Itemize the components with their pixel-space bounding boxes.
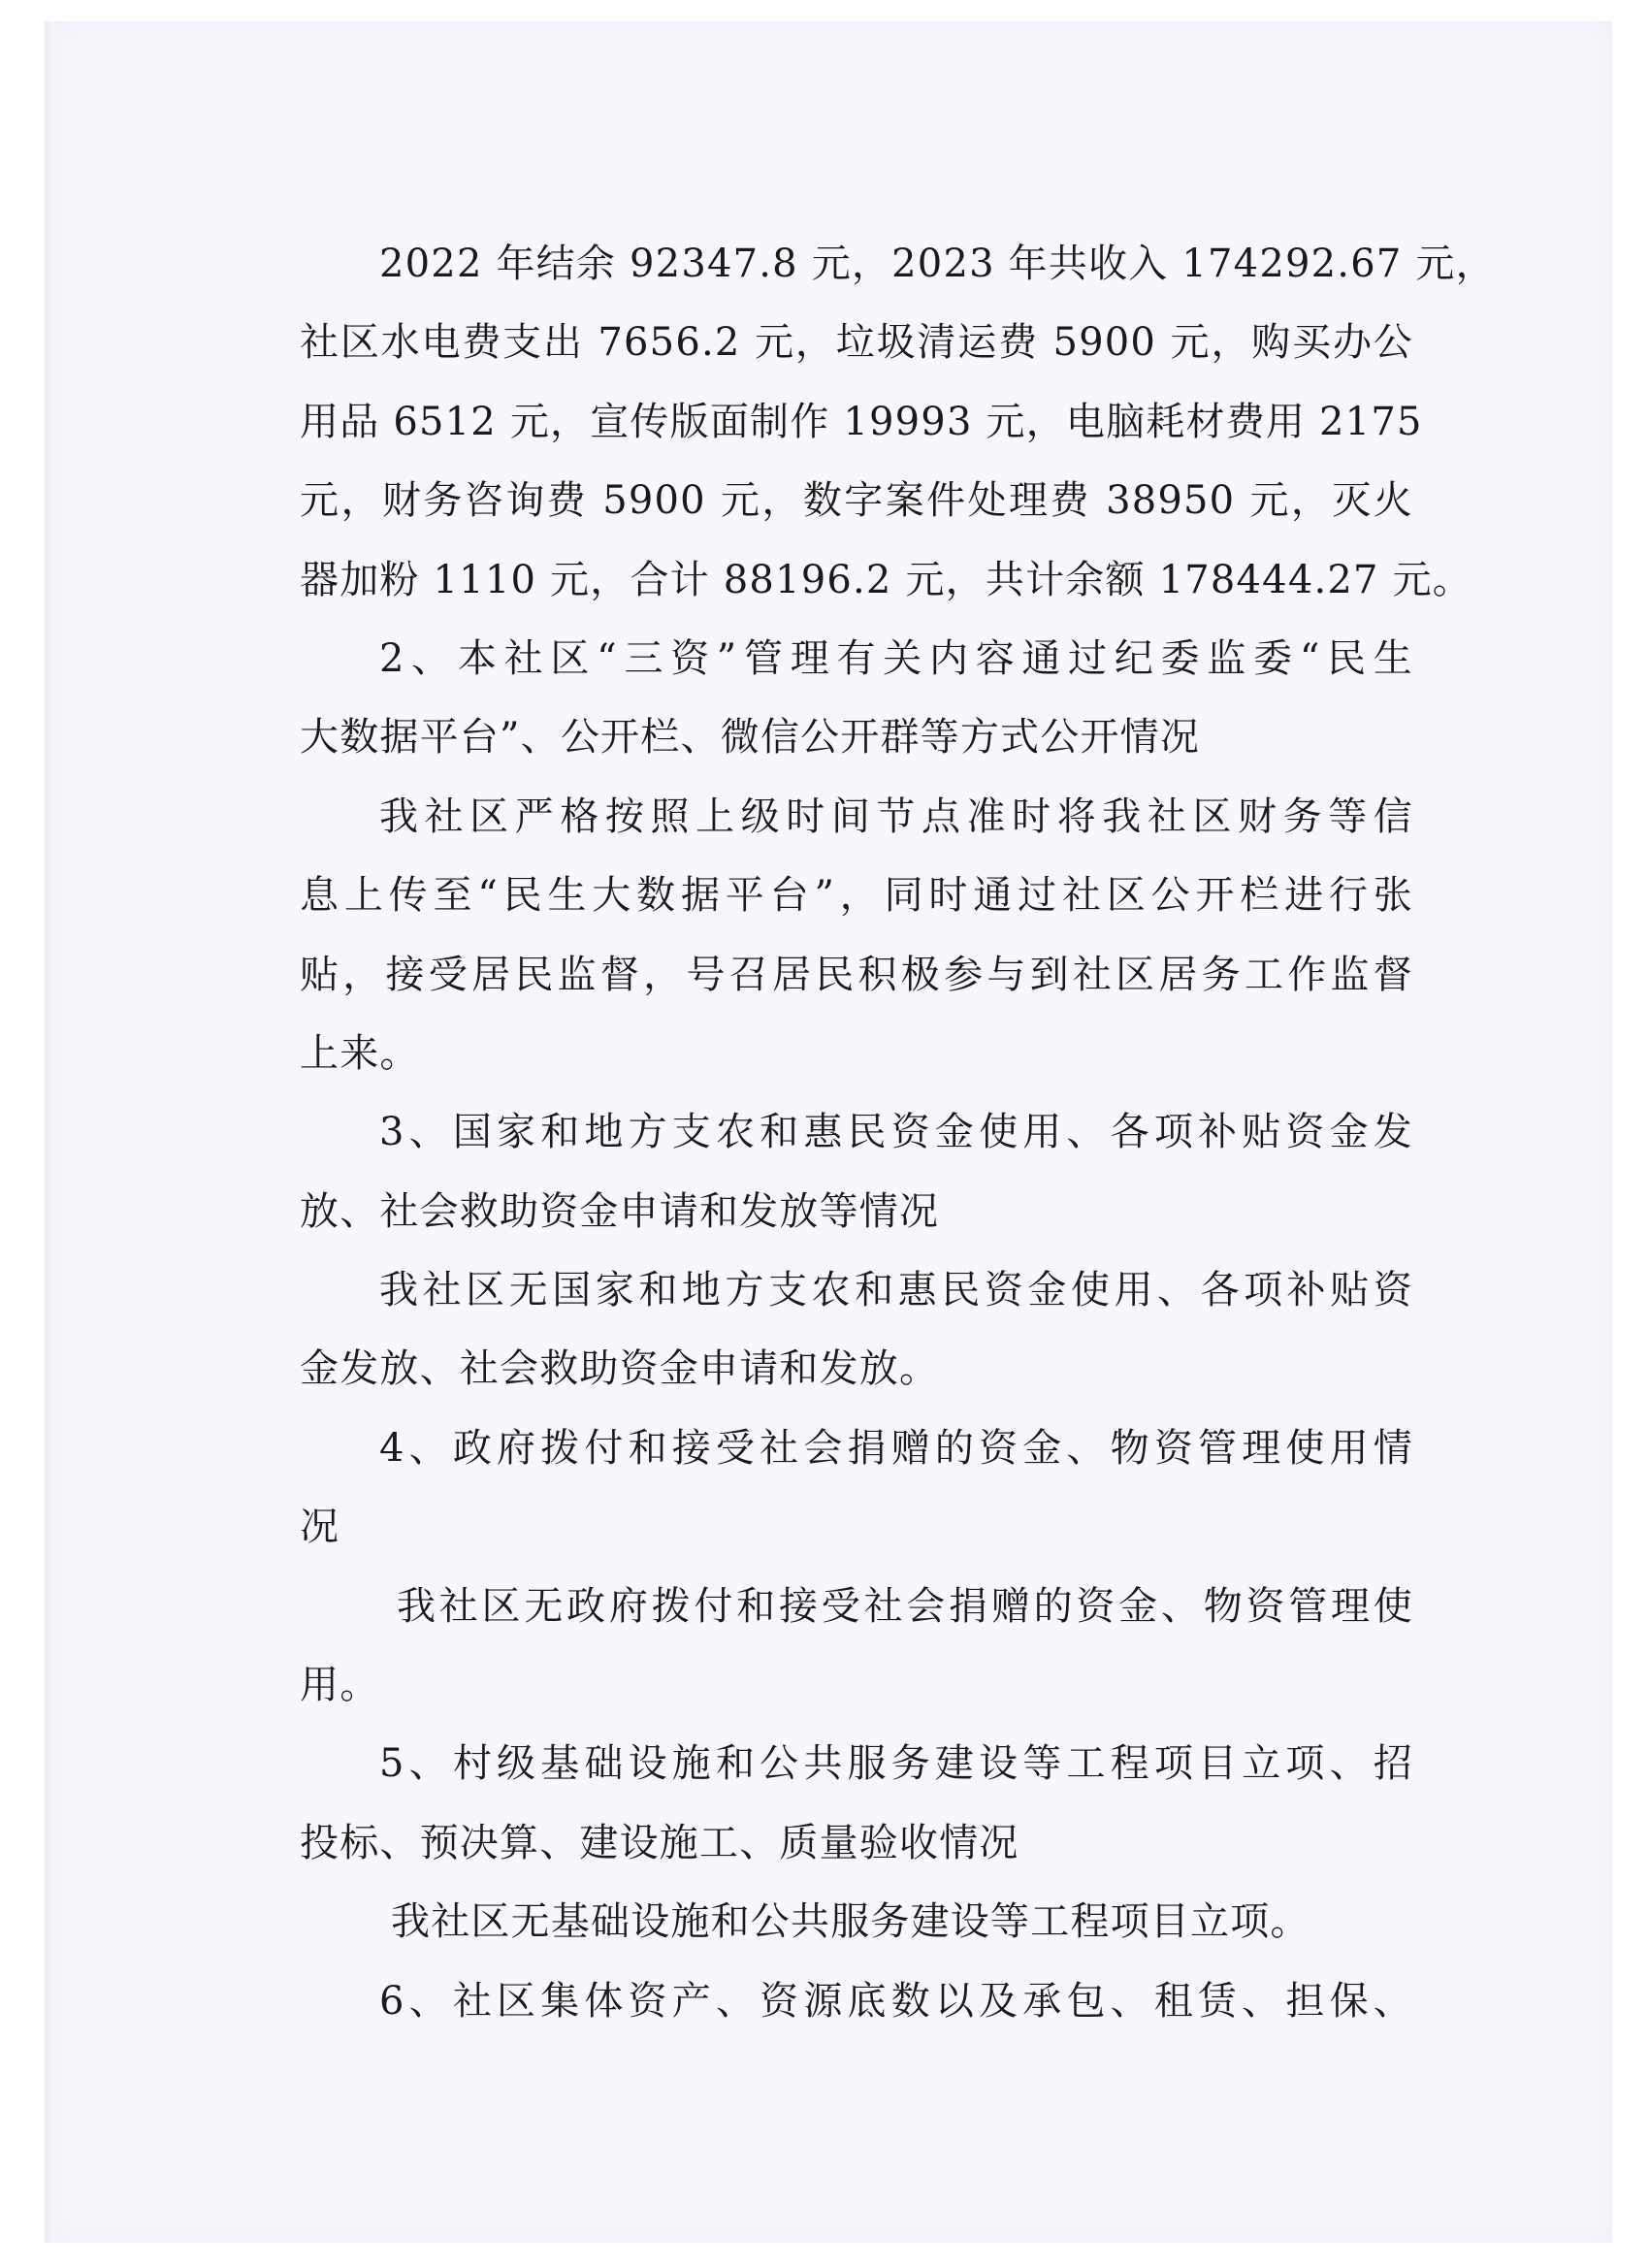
section-heading-line: 2、本社区“三资”管理有关内容通过纪委监委“民生 bbox=[379, 635, 1413, 681]
text-line: 金发放、社会救助资金申请和发放。 bbox=[300, 1346, 940, 1392]
section-heading-line: 4、政府拨付和接受社会捐赠的资金、物资管理使用情 bbox=[379, 1425, 1413, 1471]
text-line: 2022 年结余 92347.8 元，2023 年共收入 174292.67 元， bbox=[379, 242, 1496, 286]
text-line: 我社区严格按照上级时间节点准时将我社区财务等信 bbox=[379, 794, 1413, 839]
text-line: 息上传至“民生大数据平台”，同时通过社区公开栏进行张 bbox=[300, 873, 1413, 919]
text-line: 我社区无国家和地方支农和惠民资金使用、各项补贴资 bbox=[379, 1268, 1413, 1313]
text-line: 用。 bbox=[300, 1663, 380, 1708]
text-line: 贴，接受居民监督，号召居民积极参与到社区居务工作监督 bbox=[300, 952, 1413, 997]
text-line: 我社区无基础设施和公共服务建设等工程项目立项。 bbox=[391, 1899, 1310, 1945]
section-heading-line: 放、社会救助资金申请和发放等情况 bbox=[300, 1188, 940, 1234]
text-line: 上来。 bbox=[300, 1030, 420, 1076]
section-heading-line: 6、社区集体资产、资源底数以及承包、租赁、担保、 bbox=[379, 1978, 1413, 2024]
section-heading-line: 5、村级基础设施和公共服务建设等工程项目立项、招 bbox=[379, 1741, 1413, 1787]
section-heading-line: 投标、预决算、建设施工、质量验收情况 bbox=[300, 1820, 1019, 1865]
text-line: 器加粉 1110 元，合计 88196.2 元，共计余额 178444.27 元。 bbox=[300, 557, 1473, 602]
document-body bbox=[300, 225, 1496, 2041]
text-line: 我社区无政府拨付和接受社会捐赠的资金、物资管理使 bbox=[397, 1583, 1413, 1629]
section-heading-line: 大数据平台”、公开栏、微信公开群等方式公开情况 bbox=[300, 715, 1201, 761]
section-heading-line: 况 bbox=[300, 1505, 340, 1550]
text-line: 社区水电费支出 7656.2 元，垃圾清运费 5900 元，购买办公 bbox=[300, 320, 1413, 366]
text-line: 元，财务咨询费 5900 元，数字案件处理费 38950 元，灭火 bbox=[300, 478, 1413, 524]
section-heading-line: 3、国家和地方支农和惠民资金使用、各项补贴资金发 bbox=[379, 1110, 1413, 1155]
text-line: 用品 6512 元，宣传版面制作 19993 元，电脑耗材费用 2175 bbox=[300, 399, 1423, 444]
